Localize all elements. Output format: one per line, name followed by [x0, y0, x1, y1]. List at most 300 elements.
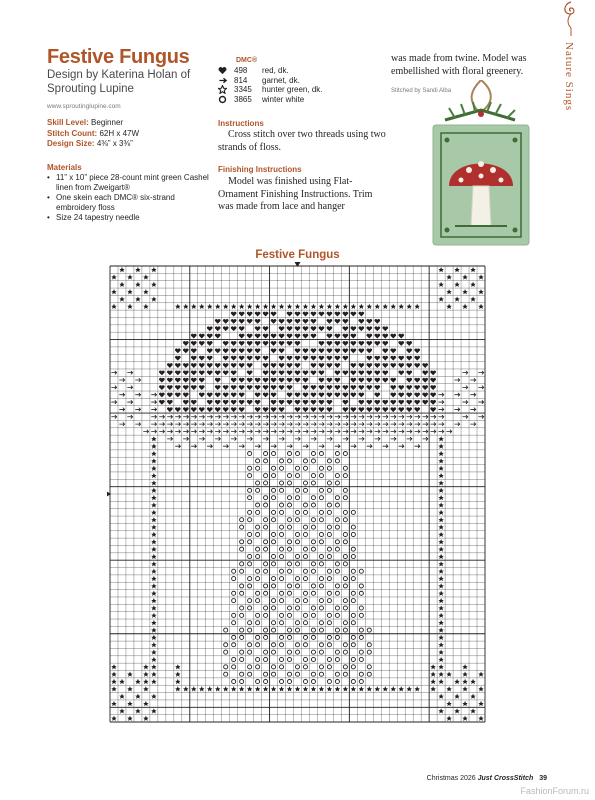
chart-symbol-heart [351, 341, 357, 346]
chart-symbol-star [446, 686, 451, 691]
chart-symbol-heart [359, 348, 365, 353]
chart-symbol-heart [422, 363, 428, 368]
chart-symbol-arrow [399, 415, 404, 419]
chart-symbol-star [151, 539, 156, 544]
chart-symbol-circle [319, 562, 323, 566]
chart-symbol-star [143, 664, 148, 669]
chart-symbol-circle [303, 657, 307, 661]
chart-symbol-star [207, 304, 212, 309]
chart-symbol-star [462, 304, 467, 309]
chart-symbol-star [430, 664, 435, 669]
chart-symbol-heart [167, 371, 173, 376]
chart-symbol-heart [343, 356, 349, 361]
chart-symbol-circle [280, 532, 284, 536]
chart-symbol-star [446, 701, 451, 706]
chart-symbol-circle [264, 474, 268, 478]
watermark: FashionForum.ru [520, 786, 589, 796]
chart-symbol-heart [335, 385, 341, 390]
chart-symbol-arrow [303, 430, 308, 434]
chart-symbol-heart [159, 371, 165, 376]
chart-symbol-heart [207, 371, 213, 376]
chart-symbol-heart [279, 371, 285, 376]
chart-symbol-circle [240, 657, 244, 661]
chart-symbol-heart [223, 356, 229, 361]
chart-symbol-circle [287, 672, 291, 676]
chart-symbol-heart [263, 371, 269, 376]
chart-symbol-heart [279, 341, 285, 346]
chart-symbol-circle [311, 628, 315, 632]
chart-symbol-arrow [199, 430, 204, 434]
chart-symbol-circle [327, 657, 331, 661]
chart-symbol-circle [248, 599, 252, 603]
chart-symbol-circle [240, 635, 244, 639]
chart-symbol-arrow [263, 422, 268, 426]
chart-symbol-circle [335, 503, 339, 507]
chart-symbol-heart [223, 326, 229, 331]
chart-symbol-heart [398, 334, 404, 339]
chart-symbol-star [478, 716, 483, 721]
chart-symbol-star [151, 635, 156, 640]
chart-symbol-arrow [135, 378, 140, 382]
chart-symbol-arrow [311, 437, 316, 441]
chart-symbol-star [438, 510, 443, 515]
chart-symbol-star [478, 289, 483, 294]
chart-symbol-arrow [263, 415, 268, 419]
chart-symbol-heart [295, 378, 301, 383]
chart-symbol-heart [327, 326, 333, 331]
chart-symbol-heart [359, 319, 365, 324]
chart-symbol-heart [263, 378, 269, 383]
chart-symbol-heart [271, 393, 277, 398]
chart-symbol-arrow [359, 415, 364, 419]
chart-symbol-circle [248, 554, 252, 558]
chart-symbol-star [175, 664, 180, 669]
circle-icon [218, 95, 234, 105]
chart-symbol-circle [335, 657, 339, 661]
chart-symbol-arrow [295, 437, 300, 441]
chart-symbol-circle [256, 577, 260, 581]
chart-symbol-heart [271, 334, 277, 339]
chart-symbol-circle [335, 650, 339, 654]
chart-symbol-star [279, 686, 284, 691]
chart-symbol-star [415, 304, 420, 309]
chart-symbol-circle [287, 562, 291, 566]
chart-symbol-circle [311, 518, 315, 522]
chart-symbol-star [119, 708, 124, 713]
chart-symbol-star [111, 274, 116, 279]
chart-symbol-heart [303, 371, 309, 376]
chart-symbol-arrow [359, 422, 364, 426]
chart-symbol-circle [295, 466, 299, 470]
chart-symbol-star [151, 694, 156, 699]
chart-symbol-star [151, 708, 156, 713]
chart-symbol-heart [390, 363, 396, 368]
chart-symbol-arrow [462, 415, 467, 419]
chart-symbol-arrow [127, 400, 132, 404]
chart-symbol-circle [335, 525, 339, 529]
chart-symbol-arrow [335, 430, 340, 434]
chart-symbol-arrow [111, 371, 116, 375]
chart-symbol-circle [303, 525, 307, 529]
chart-symbol-circle [319, 452, 323, 456]
chart-symbol-heart [343, 312, 349, 317]
chart-symbol-star [335, 686, 340, 691]
chart-symbol-arrow [167, 415, 172, 419]
chart-symbol-arrow [127, 415, 132, 419]
chart-symbol-arrow [175, 430, 180, 434]
chart-symbol-heart [239, 348, 245, 353]
chart-symbol-arrow [167, 430, 172, 434]
chart-symbol-heart [159, 385, 165, 390]
chart-symbol-star [454, 679, 459, 684]
chart-symbol-heart [271, 319, 277, 324]
chart-symbol-arrow [159, 422, 164, 426]
chart-symbol-arrow [407, 430, 412, 434]
chart-symbol-heart [175, 363, 181, 368]
chart-symbol-heart [382, 348, 388, 353]
chart-symbol-heart [239, 407, 245, 412]
chart-symbol-heart [247, 348, 253, 353]
chart-symbol-heart [367, 378, 373, 383]
chart-symbol-circle [232, 599, 236, 603]
chart-symbol-star [438, 495, 443, 500]
chart-symbol-circle [272, 606, 276, 610]
chart-symbol-star [462, 274, 467, 279]
chart-symbol-star [438, 473, 443, 478]
chart-symbol-circle [248, 540, 252, 544]
chart-symbol-circle [311, 606, 315, 610]
chart-symbol-heart [406, 363, 412, 368]
chart-symbol-heart [287, 371, 293, 376]
chart-symbol-heart [167, 363, 173, 368]
chart-symbol-heart [398, 356, 404, 361]
chart-symbol-star [359, 686, 364, 691]
chart-symbol-heart [359, 371, 365, 376]
chart-symbol-circle [295, 606, 299, 610]
chart-symbol-heart [247, 371, 253, 376]
chart-symbol-arrow [191, 415, 196, 419]
chart-symbol-arrow [335, 444, 340, 448]
chart-symbol-circle [295, 599, 299, 603]
chart-symbol-star [151, 561, 156, 566]
chart-symbol-circle [343, 577, 347, 581]
chart-symbol-star [438, 436, 443, 441]
chart-symbol-circle [280, 554, 284, 558]
chart-symbol-heart [287, 385, 293, 390]
chart-symbol-heart [319, 378, 325, 383]
chart-symbol-arrow [311, 430, 316, 434]
chart-symbol-heart [215, 400, 221, 405]
chart-symbol-circle [327, 510, 331, 514]
chart-symbol-arrow [119, 422, 124, 426]
chart-symbol-star [215, 686, 220, 691]
chart-symbol-heart [215, 348, 221, 353]
chart-symbol-heart [279, 407, 285, 412]
chart-symbol-arrow [247, 422, 252, 426]
chart-symbol-heart [327, 312, 333, 317]
chart-symbol-circle [327, 569, 331, 573]
chart-symbol-arrow [343, 422, 348, 426]
chart-symbol-star [271, 304, 276, 309]
chart-symbol-circle [311, 474, 315, 478]
chart-symbol-circle [232, 680, 236, 684]
chart-symbol-circle [287, 547, 291, 551]
chart-symbol-arrow [295, 415, 300, 419]
chart-symbol-star [295, 304, 300, 309]
chart-symbol-star [175, 304, 180, 309]
chart-symbol-star [263, 304, 268, 309]
chart-symbol-star [135, 267, 140, 272]
chart-symbol-star [127, 304, 132, 309]
chart-symbol-circle [232, 657, 236, 661]
chart-symbol-heart [430, 385, 436, 390]
chart-symbol-arrow [119, 393, 124, 397]
chart-symbol-heart [414, 348, 420, 353]
chart-symbol-heart [367, 363, 373, 368]
chart-symbol-heart [327, 348, 333, 353]
chart-symbol-star [303, 686, 308, 691]
chart-symbol-circle [351, 547, 355, 551]
chart-symbol-star [438, 547, 443, 552]
chart-symbol-circle [303, 569, 307, 573]
chart-symbol-arrow [343, 415, 348, 419]
chart-symbol-circle [280, 569, 284, 573]
chart-symbol-heart [199, 334, 205, 339]
chart-symbol-circle [280, 643, 284, 647]
chart-symbol-heart [327, 393, 333, 398]
chart-symbol-heart [239, 334, 245, 339]
chart-symbol-circle [287, 680, 291, 684]
chart-symbol-heart [247, 334, 253, 339]
chart-symbol-circle [327, 635, 331, 639]
chart-symbol-heart [351, 312, 357, 317]
chart-symbol-circle [232, 591, 236, 595]
chart-symbol-star [111, 664, 116, 669]
chart-symbol-circle [343, 584, 347, 588]
chart-symbol-heart [430, 400, 436, 405]
chart-symbol-circle [248, 496, 252, 500]
ornament-photo [415, 80, 545, 255]
chart-symbol-arrow [271, 415, 276, 419]
chart-symbol-arrow [375, 430, 380, 434]
chart-symbol-star [454, 694, 459, 699]
chart-symbol-heart [295, 319, 301, 324]
dmc-key [218, 66, 322, 104]
chart-symbol-heart [271, 371, 277, 376]
chart-symbol-heart [414, 393, 420, 398]
chart-symbol-circle [287, 459, 291, 463]
chart-symbol-star [151, 451, 156, 456]
chart-symbol-arrow [191, 422, 196, 426]
chart-symbol-circle [248, 518, 252, 522]
chart-symbol-heart [335, 363, 341, 368]
chart-symbol-heart [287, 393, 293, 398]
chart-symbol-heart [398, 400, 404, 405]
chart-symbol-arrow [111, 400, 116, 404]
chart-symbol-circle [359, 569, 363, 573]
chart-symbol-circle [335, 613, 339, 617]
chart-symbol-arrow [351, 415, 356, 419]
chart-symbol-circle [303, 503, 307, 507]
chart-symbol-circle [295, 496, 299, 500]
chart-symbol-circle [287, 606, 291, 610]
chart-symbol-heart [191, 348, 197, 353]
chart-symbol-heart [175, 393, 181, 398]
chart-symbol-star [119, 296, 124, 301]
chart-symbol-heart [271, 312, 277, 317]
chart-symbol-arrow [327, 415, 332, 419]
chart-symbol-heart [183, 348, 189, 353]
chart-symbol-arrow [478, 415, 483, 419]
chart-symbol-star [343, 686, 348, 691]
chart-symbol-circle [319, 540, 323, 544]
chart-symbol-star [438, 627, 443, 632]
finishing-text-part1: Model was finished using Flat-Ornament Finishing Instructions. Trim was made from lace and hanger [218, 176, 373, 212]
chart-symbol-circle [303, 554, 307, 558]
chart-symbol-arrow [343, 430, 348, 434]
chart-symbol-star [239, 686, 244, 691]
chart-symbol-arrow [319, 430, 324, 434]
chart-symbol-circle [343, 496, 347, 500]
chart-symbol-star [391, 304, 396, 309]
chart-symbol-star [143, 686, 148, 691]
chart-symbol-star [438, 532, 443, 537]
chart-symbol-circle [359, 650, 363, 654]
chart-symbol-arrow [454, 393, 459, 397]
chart-symbol-heart [175, 348, 181, 353]
instructions-heading: Instructions [218, 119, 264, 128]
chart-symbol-heart [343, 319, 349, 324]
chart-symbol-circle [335, 459, 339, 463]
chart-symbol-heart [382, 407, 388, 412]
chart-symbol-heart [390, 407, 396, 412]
chart-symbol-arrow [438, 415, 443, 419]
chart-symbol-heart [255, 407, 261, 412]
chart-symbol-circle [319, 488, 323, 492]
chart-symbol-heart [239, 319, 245, 324]
chart-symbol-arrow [454, 378, 459, 382]
chart-symbol-circle [319, 474, 323, 478]
chart-symbol-circle [303, 621, 307, 625]
chart-symbol-circle [256, 525, 260, 529]
chart-symbol-star [151, 569, 156, 574]
chart-symbol-heart [303, 312, 309, 317]
chart-symbol-star [438, 524, 443, 529]
chart-symbol-circle [311, 591, 315, 595]
chart-symbol-arrow [343, 437, 348, 441]
chart-symbol-heart [359, 312, 365, 317]
chart-symbol-circle [311, 481, 315, 485]
chart-symbol-heart [159, 400, 165, 405]
chart-symbol-arrow [183, 430, 188, 434]
chart-symbol-circle [367, 628, 371, 632]
chart-symbol-circle [343, 628, 347, 632]
chart-symbol-circle [256, 547, 260, 551]
chart-symbol-circle [256, 665, 260, 669]
chart-symbol-heart [414, 385, 420, 390]
chart-symbol-star [151, 466, 156, 471]
chart-symbol-heart [422, 378, 428, 383]
chart-symbol-circle [287, 569, 291, 573]
chart-symbol-circle [256, 635, 260, 639]
chart-symbol-heart [199, 378, 205, 383]
chart-symbol-heart [263, 312, 269, 317]
chart-symbol-arrow [351, 430, 356, 434]
chart-symbol-arrow [199, 437, 204, 441]
chart-symbol-star [438, 282, 443, 287]
dmc-row: 3865 winter white [218, 95, 322, 105]
chart-symbol-star [438, 642, 443, 647]
chart-symbol-heart [223, 319, 229, 324]
chart-symbol-heart [183, 371, 189, 376]
chart-symbol-heart [287, 334, 293, 339]
chart-symbol-circle [295, 665, 299, 669]
chart-symbol-heart [215, 334, 221, 339]
chart-symbol-arrow [279, 437, 284, 441]
chart-symbol-heart [239, 356, 245, 361]
chart-symbol-arrow [351, 444, 356, 448]
chart-symbol-heart [167, 400, 173, 405]
chart-symbol-circle [311, 562, 315, 566]
chart-symbol-heart [279, 363, 285, 368]
chart-symbol-arrow [231, 415, 236, 419]
chart-symbol-heart [311, 400, 317, 405]
chart-symbol-heart [311, 407, 317, 412]
chart-symbol-circle [303, 613, 307, 617]
chart-symbol-star [143, 672, 148, 677]
dmc-row: 814 garnet, dk. [218, 76, 322, 86]
chart-symbol-arrow [263, 430, 268, 434]
chart-symbol-circle [264, 569, 268, 573]
chart-symbol-star [279, 304, 284, 309]
chart-symbol-star [462, 672, 467, 677]
chart-symbol-arrow [287, 415, 292, 419]
chart-symbol-circle [295, 532, 299, 536]
designer-website[interactable]: www.sproutinglupine.com [47, 103, 121, 110]
chart-symbol-heart [414, 363, 420, 368]
chart-symbol-circle [351, 525, 355, 529]
chart-symbol-heart [271, 407, 277, 412]
chart-symbol-circle [343, 488, 347, 492]
chart-symbol-heart [422, 371, 428, 376]
chart-symbol-arrow [119, 408, 124, 412]
chart-symbol-heart [295, 348, 301, 353]
chart-symbol-heart [311, 393, 317, 398]
chart-symbol-star [470, 694, 475, 699]
chart-symbol-heart [327, 319, 333, 324]
chart-symbol-arrow [207, 422, 212, 426]
chart-symbol-circle [335, 680, 339, 684]
chart-symbol-heart [223, 363, 229, 368]
chart-symbol-circle [287, 452, 291, 456]
chart-symbol-star [151, 473, 156, 478]
chart-symbol-heart [335, 371, 341, 376]
chart-symbol-heart [295, 312, 301, 317]
chart-symbol-arrow [151, 408, 156, 412]
chart-symbol-circle [272, 554, 276, 558]
specs-block [47, 118, 139, 150]
chart-symbol-heart [215, 371, 221, 376]
chart-symbol-circle [311, 547, 315, 551]
chart-symbol-star [335, 304, 340, 309]
chart-symbol-arrow [478, 386, 483, 390]
chart-symbol-star [191, 686, 196, 691]
chart-symbol-circle [343, 532, 347, 536]
chart-symbol-arrow [327, 422, 332, 426]
chart-symbol-circle [295, 562, 299, 566]
chart-symbol-heart [295, 326, 301, 331]
chart-symbol-heart [191, 371, 197, 376]
